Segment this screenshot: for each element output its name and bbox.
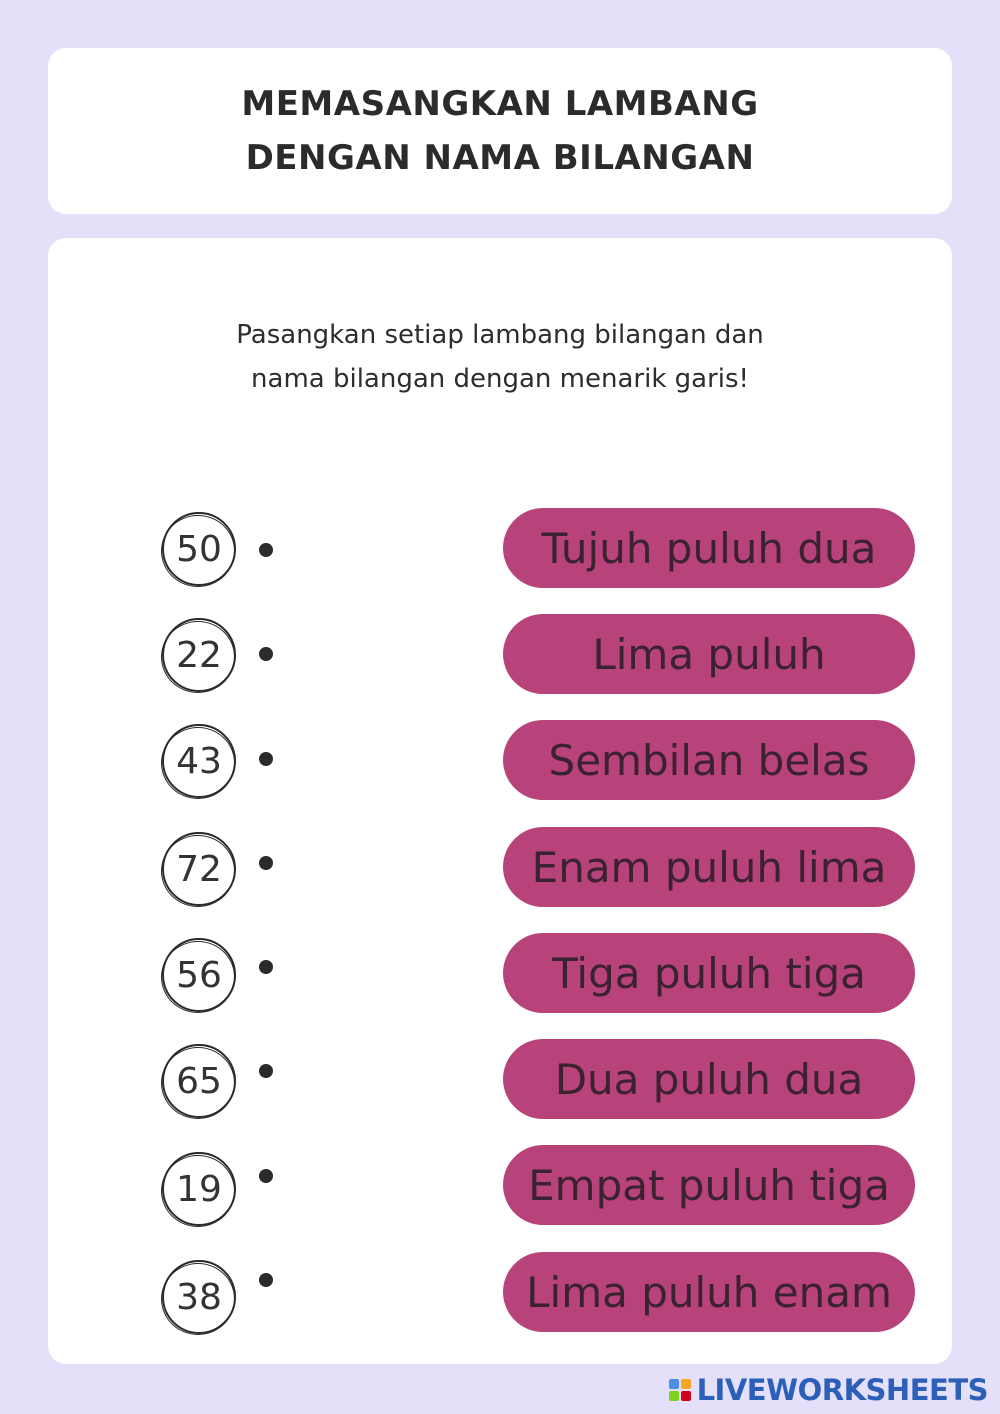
number-circle: 43 bbox=[162, 724, 236, 798]
instruction-line-2: nama bilangan dengan menarik garis! bbox=[251, 364, 749, 394]
liveworksheets-logo-icon bbox=[669, 1379, 691, 1401]
brand-name: LIVEWORKSHEETS bbox=[696, 1373, 988, 1407]
page-title-line-2: DENGAN NAMA BILANGAN bbox=[245, 138, 755, 178]
instruction-line-1: Pasangkan setiap lambang bilangan dan bbox=[236, 320, 764, 350]
number-circle: 38 bbox=[162, 1260, 236, 1334]
number-circle: 65 bbox=[162, 1044, 236, 1118]
number-circle: 19 bbox=[162, 1152, 236, 1226]
name-option[interactable]: Tiga puluh tiga bbox=[503, 933, 915, 1013]
title-card bbox=[48, 48, 952, 214]
number-connector-dot[interactable] bbox=[259, 856, 273, 870]
name-option[interactable]: Enam puluh lima bbox=[503, 827, 915, 907]
number-connector-dot[interactable] bbox=[259, 960, 273, 974]
number-connector-dot[interactable] bbox=[259, 1169, 273, 1183]
number-circle: 50 bbox=[162, 512, 236, 586]
number-connector-dot[interactable] bbox=[259, 647, 273, 661]
number-connector-dot[interactable] bbox=[259, 1273, 273, 1287]
page-title-line-1: MEMASANGKAN LAMBANG bbox=[241, 84, 759, 124]
number-circle: 56 bbox=[162, 938, 236, 1012]
name-option[interactable]: Sembilan belas bbox=[503, 720, 915, 800]
name-option[interactable]: Lima puluh enam bbox=[503, 1252, 915, 1332]
name-option[interactable]: Empat puluh tiga bbox=[503, 1145, 915, 1225]
name-option[interactable]: Lima puluh bbox=[503, 614, 915, 694]
number-connector-dot[interactable] bbox=[259, 543, 273, 557]
number-circle: 22 bbox=[162, 618, 236, 692]
name-option[interactable]: Tujuh puluh dua bbox=[503, 508, 915, 588]
number-connector-dot[interactable] bbox=[259, 1064, 273, 1078]
number-circle: 72 bbox=[162, 832, 236, 906]
number-connector-dot[interactable] bbox=[259, 752, 273, 766]
name-option[interactable]: Dua puluh dua bbox=[503, 1039, 915, 1119]
liveworksheets-brand bbox=[669, 1372, 988, 1408]
